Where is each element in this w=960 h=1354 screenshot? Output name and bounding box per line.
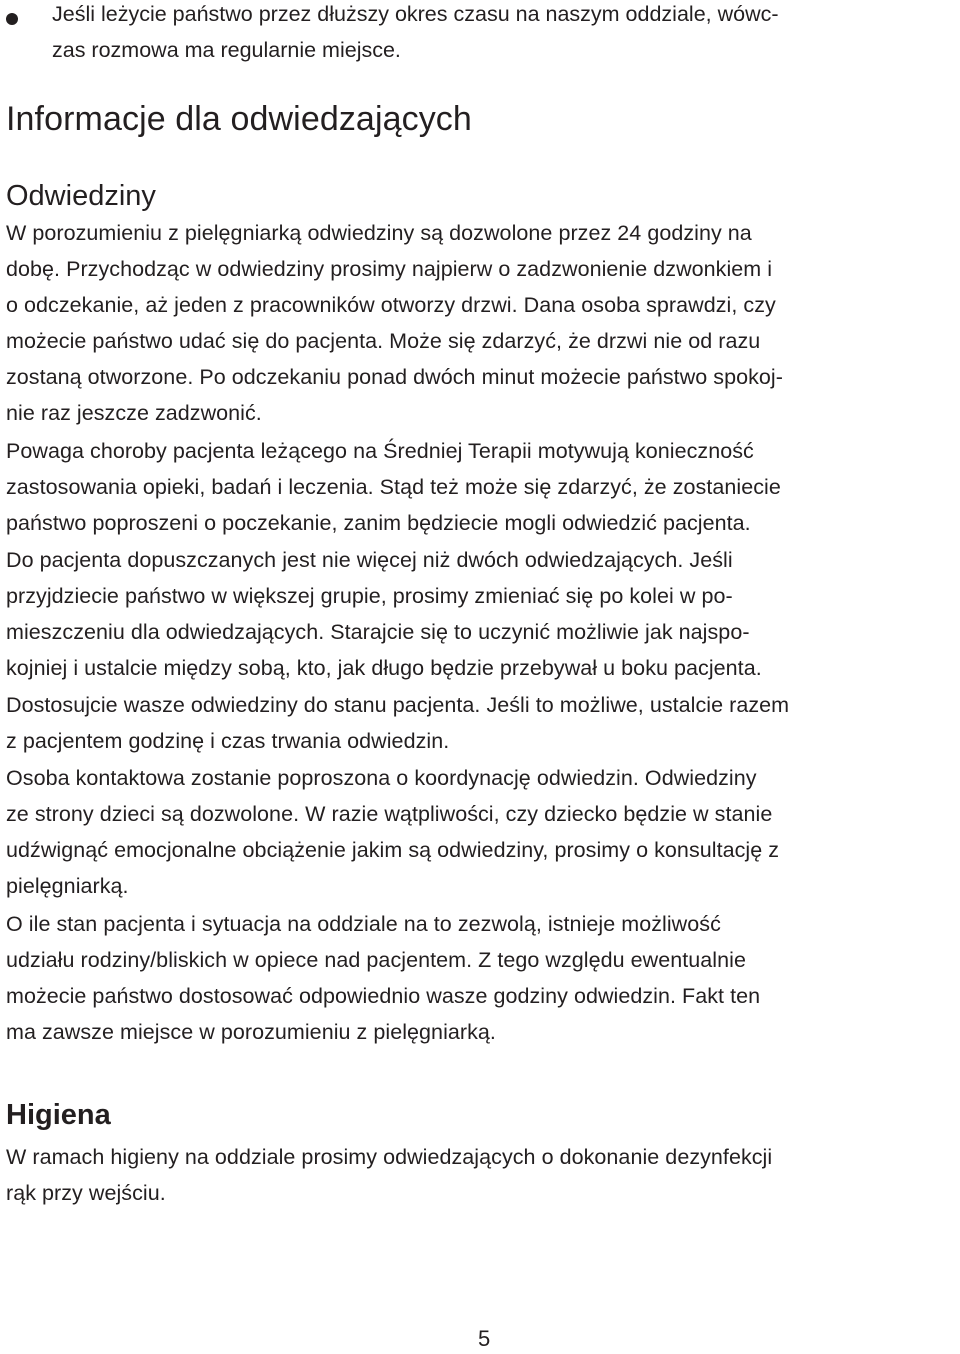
paragraph-line: W ramach higieny na oddziale prosimy odwiedzających o dokonanie dezynfekcji — [6, 1145, 773, 1169]
visits-heading: Odwiedziny — [6, 180, 156, 212]
paragraph-line: udziału rodziny/bliskich w opiece nad pacjentem. Z tego względu ewentualnie — [6, 948, 746, 972]
paragraph-line: Do pacjenta dopuszczanych jest nie więcej niż dwóch odwiedzających. Jeśli — [6, 548, 733, 572]
paragraph-line: mieszczeniu dla odwiedzających. Starajcie się to uczynić możliwie jak najspo- — [6, 620, 750, 644]
paragraph-line: ma zawsze miejsce w porozumieniu z pielęgniarką. — [6, 1020, 496, 1044]
paragraph-line: W porozumieniu z pielęgniarką odwiedziny są dozwolone przez 24 godziny na — [6, 221, 752, 245]
paragraph-line: o odczekanie, aż jeden z pracowników otworzy drzwi. Dana osoba sprawdzi, czy — [6, 293, 776, 317]
paragraph-line: dobę. Przychodząc w odwiedziny prosimy najpierw o zadzwonienie dzwonkiem i — [6, 257, 773, 281]
paragraph-line: kojniej i ustalcie między sobą, kto, jak długo będzie przebywał u boku pacjenta. — [6, 656, 762, 680]
paragraph-line: rąk przy wejściu. — [6, 1181, 166, 1205]
paragraph-line: zostaną otworzone. Po odczekaniu ponad dwóch minut możecie państwo spokoj- — [6, 365, 783, 389]
paragraph-line: Osoba kontaktowa zostanie poproszona o koordynację odwiedzin. Odwiedziny — [6, 766, 757, 790]
bullet-text-line: Jeśli leżycie państwo przez dłuższy okres czasu na naszym oddziale, wówc- — [52, 2, 779, 26]
paragraph-line: zastosowania opieki, badań i leczenia. Stąd też może się zdarzyć, że zostaniecie — [6, 475, 781, 499]
paragraph-line: nie raz jeszcze zadzwonić. — [6, 401, 262, 425]
section-title: Informacje dla odwiedzających — [6, 100, 472, 138]
hygiene-heading: Higiena — [6, 1099, 111, 1131]
paragraph-line: ze strony dzieci są dozwolone. W razie wątpliwości, czy dziecko będzie w stanie — [6, 802, 773, 826]
paragraph-line: Powaga choroby pacjenta leżącego na Średniej Terapii motywują konieczność — [6, 439, 754, 463]
paragraph-line: możecie państwo dostosować odpowiednio wasze godziny odwiedzin. Fakt ten — [6, 984, 761, 1008]
paragraph-line: Dostosujcie wasze odwiedziny do stanu pacjenta. Jeśli to możliwe, ustalcie razem — [6, 693, 790, 717]
paragraph-line: państwo poproszeni o poczekanie, zanim będziecie mogli odwiedzić pacjenta. — [6, 511, 751, 535]
bullet-icon — [6, 13, 18, 25]
bullet-text-line: zas rozmowa ma regularnie miejsce. — [52, 38, 401, 62]
page-number: 5 — [478, 1326, 491, 1351]
paragraph-line: pielęgniarką. — [6, 874, 129, 898]
paragraph-line: możecie państwo udać się do pacjenta. Może się zdarzyć, że drzwi nie od razu — [6, 329, 761, 353]
paragraph-line: O ile stan pacjenta i sytuacja na oddziale na to zezwolą, istnieje możliwość — [6, 912, 721, 936]
paragraph-line: z pacjentem godzinę i czas trwania odwiedzin. — [6, 729, 450, 753]
paragraph-line: przyjdziecie państwo w większej grupie, prosimy zmieniać się po kolei w po- — [6, 584, 733, 608]
paragraph-line: udźwignąć emocjonalne obciążenie jakim są odwiedziny, prosimy o konsultację z — [6, 838, 780, 862]
